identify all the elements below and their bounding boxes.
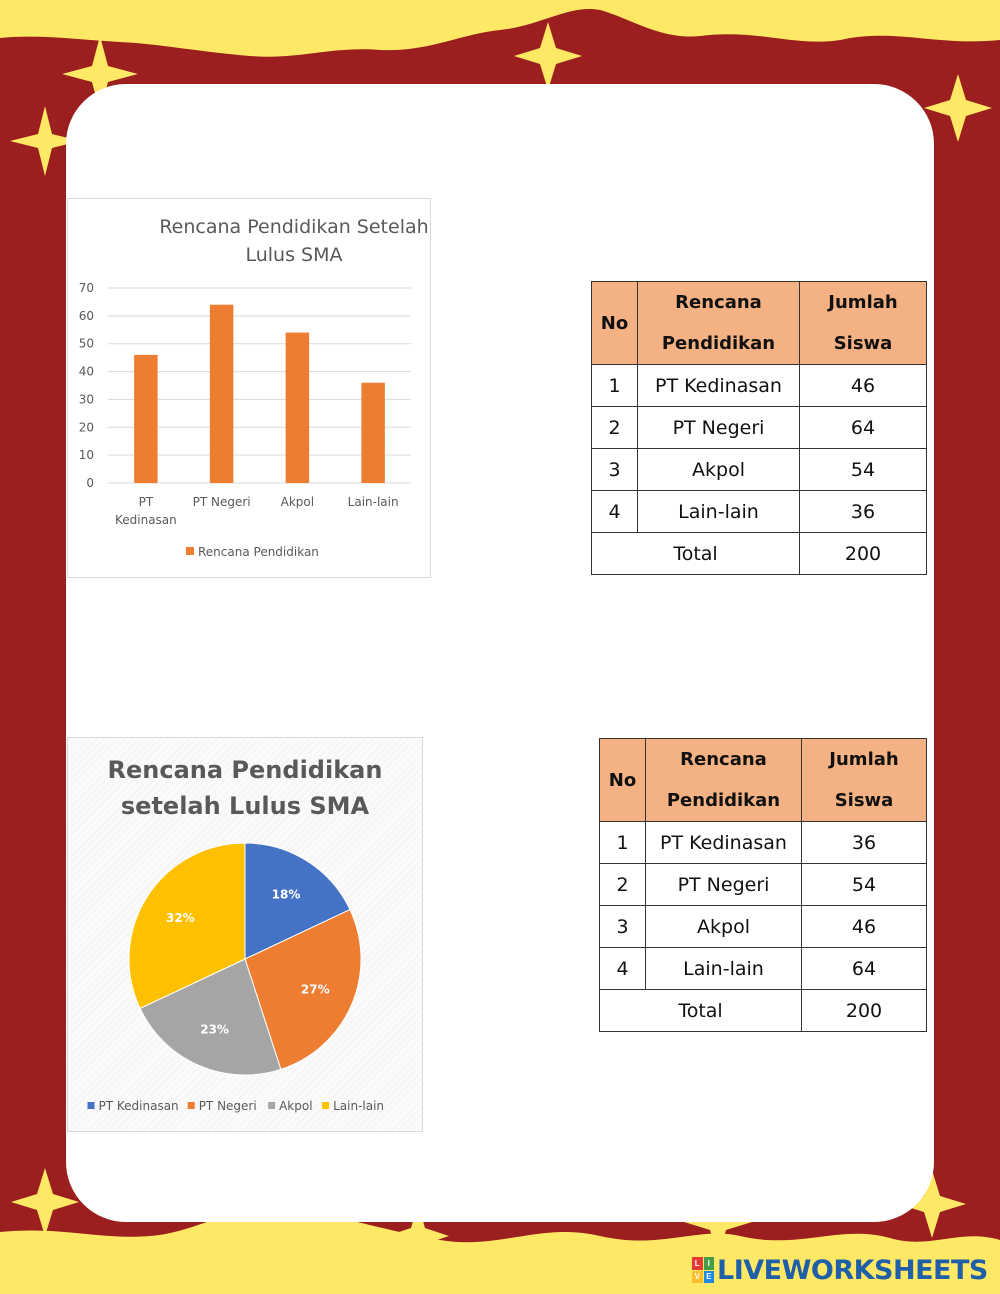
cell-count: 54 bbox=[802, 864, 927, 906]
header-count bbox=[800, 282, 927, 365]
cell-count: 64 bbox=[802, 948, 927, 990]
data-table-2 bbox=[599, 738, 927, 1032]
table-row bbox=[592, 449, 927, 491]
table-total-row bbox=[592, 533, 927, 575]
total-label: Total bbox=[600, 990, 802, 1032]
top-torn-paper bbox=[0, 0, 1000, 57]
bar-legend-label: Rencana Pendidikan bbox=[198, 545, 319, 559]
header-plan-line-2: Pendidikan bbox=[666, 790, 781, 811]
bar-y-tick-label: 20 bbox=[78, 420, 94, 435]
table-row bbox=[600, 864, 927, 906]
cell-count: 46 bbox=[802, 906, 927, 948]
bar-x-tick-label: Akpol bbox=[280, 495, 315, 509]
total-value: 200 bbox=[802, 990, 927, 1032]
sparkle-icon bbox=[924, 74, 992, 142]
table-row bbox=[600, 822, 927, 864]
cell-no: 1 bbox=[592, 365, 638, 407]
table-header-row bbox=[600, 739, 927, 822]
bar-y-tick-label: 30 bbox=[78, 392, 94, 407]
cell-plan: Akpol bbox=[638, 449, 800, 491]
header-plan-line-1: Rencana bbox=[680, 749, 767, 770]
bar-x-tick-label: PT bbox=[138, 495, 154, 509]
pie-legend-swatch bbox=[188, 1102, 195, 1109]
cell-no: 1 bbox=[600, 822, 646, 864]
header-count-line-1: Jumlah bbox=[829, 749, 899, 770]
bar-chart bbox=[67, 198, 431, 578]
bar-chart-title-line-1: Rencana Pendidikan Setelah bbox=[159, 216, 429, 238]
cell-count: 46 bbox=[800, 365, 927, 407]
table-header-row bbox=[592, 282, 927, 365]
bar-y-tick-label: 70 bbox=[78, 281, 94, 295]
pie-data-label: 23% bbox=[200, 1022, 229, 1037]
cell-no: 2 bbox=[600, 864, 646, 906]
pie-chart-svg bbox=[68, 738, 422, 1131]
logo-mark-letter: I bbox=[704, 1257, 715, 1270]
pie-chart bbox=[67, 737, 423, 1132]
header-count-line-2: Siswa bbox=[833, 333, 893, 354]
header-no: No bbox=[592, 282, 638, 365]
header-count bbox=[802, 739, 927, 822]
table-total-row bbox=[600, 990, 927, 1032]
pie-legend-label: PT Kedinasan bbox=[98, 1099, 179, 1113]
cell-no: 4 bbox=[592, 491, 638, 533]
bar-chart-svg bbox=[68, 199, 430, 577]
bar-mark bbox=[361, 383, 384, 483]
cell-count: 64 bbox=[800, 407, 927, 449]
cell-plan: PT Kedinasan bbox=[638, 365, 800, 407]
bar-y-tick-label: 0 bbox=[86, 476, 94, 490]
bar-mark bbox=[210, 305, 233, 483]
cell-no: 4 bbox=[600, 948, 646, 990]
bar-x-tick-label: Kedinasan bbox=[114, 513, 177, 527]
pie-legend-label: PT Negeri bbox=[198, 1099, 257, 1113]
cell-plan: Lain-lain bbox=[638, 491, 800, 533]
header-plan bbox=[646, 739, 802, 822]
bar-legend-swatch bbox=[186, 547, 194, 555]
logo-mark-icon bbox=[692, 1257, 714, 1283]
cell-plan: Lain-lain bbox=[646, 948, 802, 990]
cell-no: 3 bbox=[600, 906, 646, 948]
total-value: 200 bbox=[800, 533, 927, 575]
table-row bbox=[592, 491, 927, 533]
total-label: Total bbox=[592, 533, 800, 575]
bar-y-tick-label: 50 bbox=[78, 336, 94, 351]
pie-data-label: 32% bbox=[165, 910, 195, 925]
bar-y-tick-label: 40 bbox=[78, 364, 94, 379]
logo-text: LIVEWORKSHEETS bbox=[717, 1254, 988, 1286]
liveworksheets-logo[interactable] bbox=[692, 1253, 988, 1287]
cell-count: 36 bbox=[800, 491, 927, 533]
cell-no: 2 bbox=[592, 407, 638, 449]
pie-chart-title-line-1: Rencana Pendidikan bbox=[107, 756, 383, 784]
bar-x-tick-label: Lain-lain bbox=[347, 495, 399, 509]
pie-legend-label: Lain-lain bbox=[333, 1099, 385, 1113]
bar-chart-title-line-2: Lulus SMA bbox=[245, 244, 343, 266]
data-table-1 bbox=[591, 281, 927, 575]
table-row bbox=[592, 407, 927, 449]
pie-legend-swatch bbox=[88, 1102, 95, 1109]
sparkle-icon bbox=[514, 22, 582, 90]
header-count-line-2: Siswa bbox=[834, 790, 894, 811]
table-row bbox=[592, 365, 927, 407]
cell-count: 36 bbox=[802, 822, 927, 864]
header-plan bbox=[638, 282, 800, 365]
bar-x-tick-label: PT Negeri bbox=[192, 495, 251, 509]
pie-legend-label: Akpol bbox=[279, 1099, 313, 1113]
header-plan-line-2: Pendidikan bbox=[661, 333, 776, 354]
table-row bbox=[600, 948, 927, 990]
cell-no: 3 bbox=[592, 449, 638, 491]
table-row bbox=[600, 906, 927, 948]
cell-count: 54 bbox=[800, 449, 927, 491]
pie-data-label: 18% bbox=[271, 887, 301, 902]
header-no: No bbox=[600, 739, 646, 822]
logo-mark-letter: V bbox=[692, 1271, 703, 1284]
cell-plan: PT Negeri bbox=[646, 864, 802, 906]
logo-mark-letter: L bbox=[692, 1257, 703, 1270]
header-count-line-1: Jumlah bbox=[828, 292, 898, 313]
cell-plan: PT Kedinasan bbox=[646, 822, 802, 864]
bar-mark bbox=[286, 333, 309, 483]
pie-legend-swatch bbox=[268, 1102, 275, 1109]
bar-mark bbox=[134, 355, 157, 483]
logo-mark-letter: E bbox=[704, 1271, 715, 1284]
bar-y-tick-label: 10 bbox=[78, 448, 94, 463]
bar-y-tick-label: 60 bbox=[78, 308, 94, 323]
cell-plan: PT Negeri bbox=[638, 407, 800, 449]
cell-plan: Akpol bbox=[646, 906, 802, 948]
header-plan-line-1: Rencana bbox=[675, 292, 762, 313]
pie-legend-swatch bbox=[322, 1102, 329, 1109]
pie-chart-title-line-2: setelah Lulus SMA bbox=[120, 792, 370, 820]
pie-data-label: 27% bbox=[300, 982, 330, 997]
